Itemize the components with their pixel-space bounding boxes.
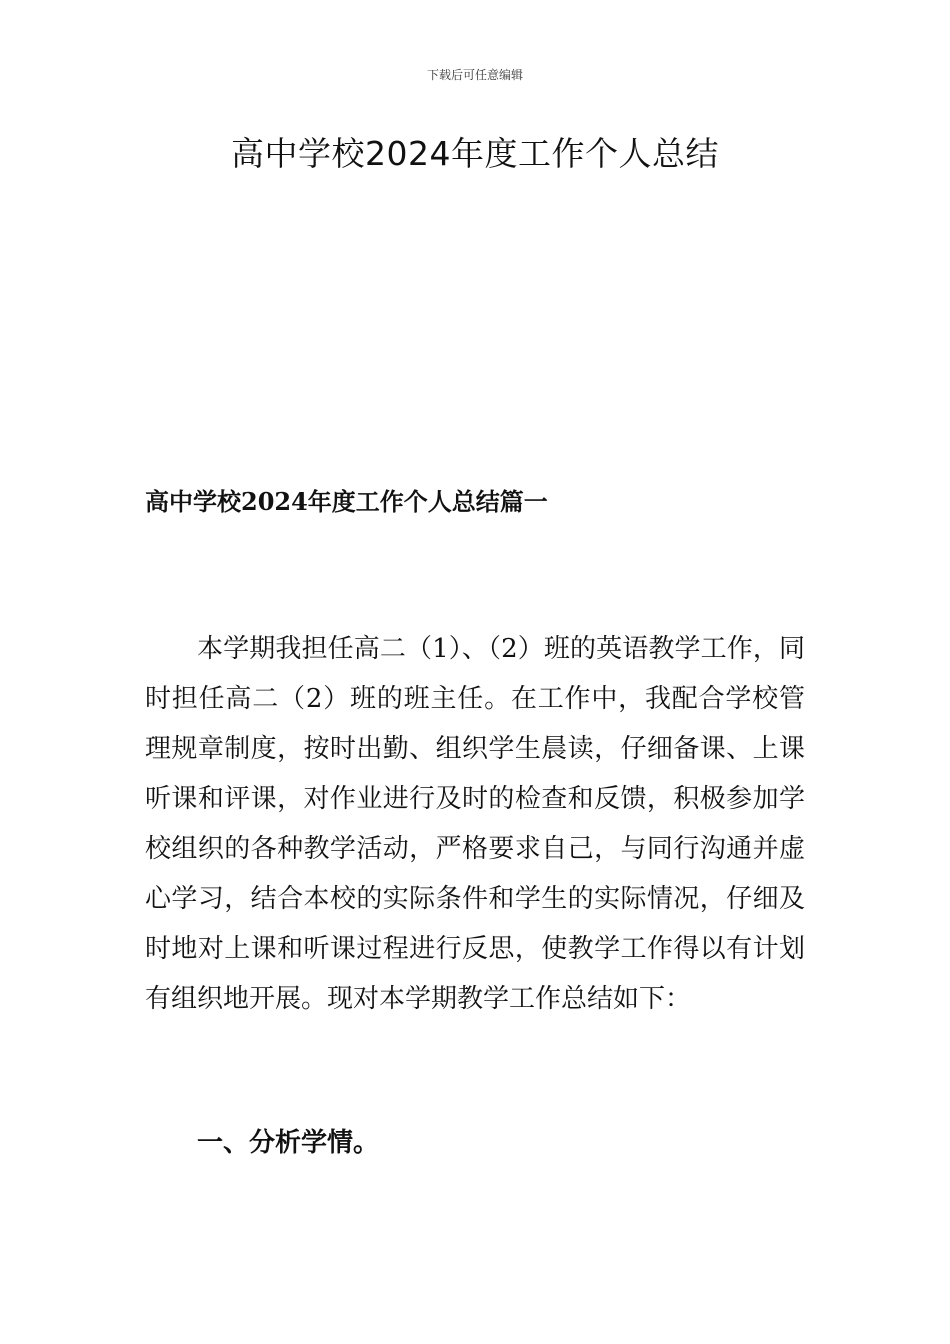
- subheading: 一、分析学情。: [197, 1128, 380, 1158]
- body-paragraph: 本学期我担任高二（1）、（2）班的英语教学工作，同时担任高二（2）班的班主任。在工作中，我配合学校管理规章制度，按时出勤、组织学生晨读，仔细备课、上课听课和评课，对作业进行及时的检查和反馈，积极参加学校组织的各种教学活动，严格要求自己，与同行沟通并虚心学习，结合本校的实际条件和学生的实际情况，仔细及时地对上课和听课过程进行反思，使教学工作得以有计划有组织地开展。现对本学期教学工作总结如下：: [145, 634, 805, 1014]
- section-title: 高中学校2024年度工作个人总结篇一: [145, 487, 548, 516]
- document-title: 高中学校2024年度工作个人总结: [231, 134, 719, 173]
- header-note: 下载后可任意编辑: [426, 68, 523, 82]
